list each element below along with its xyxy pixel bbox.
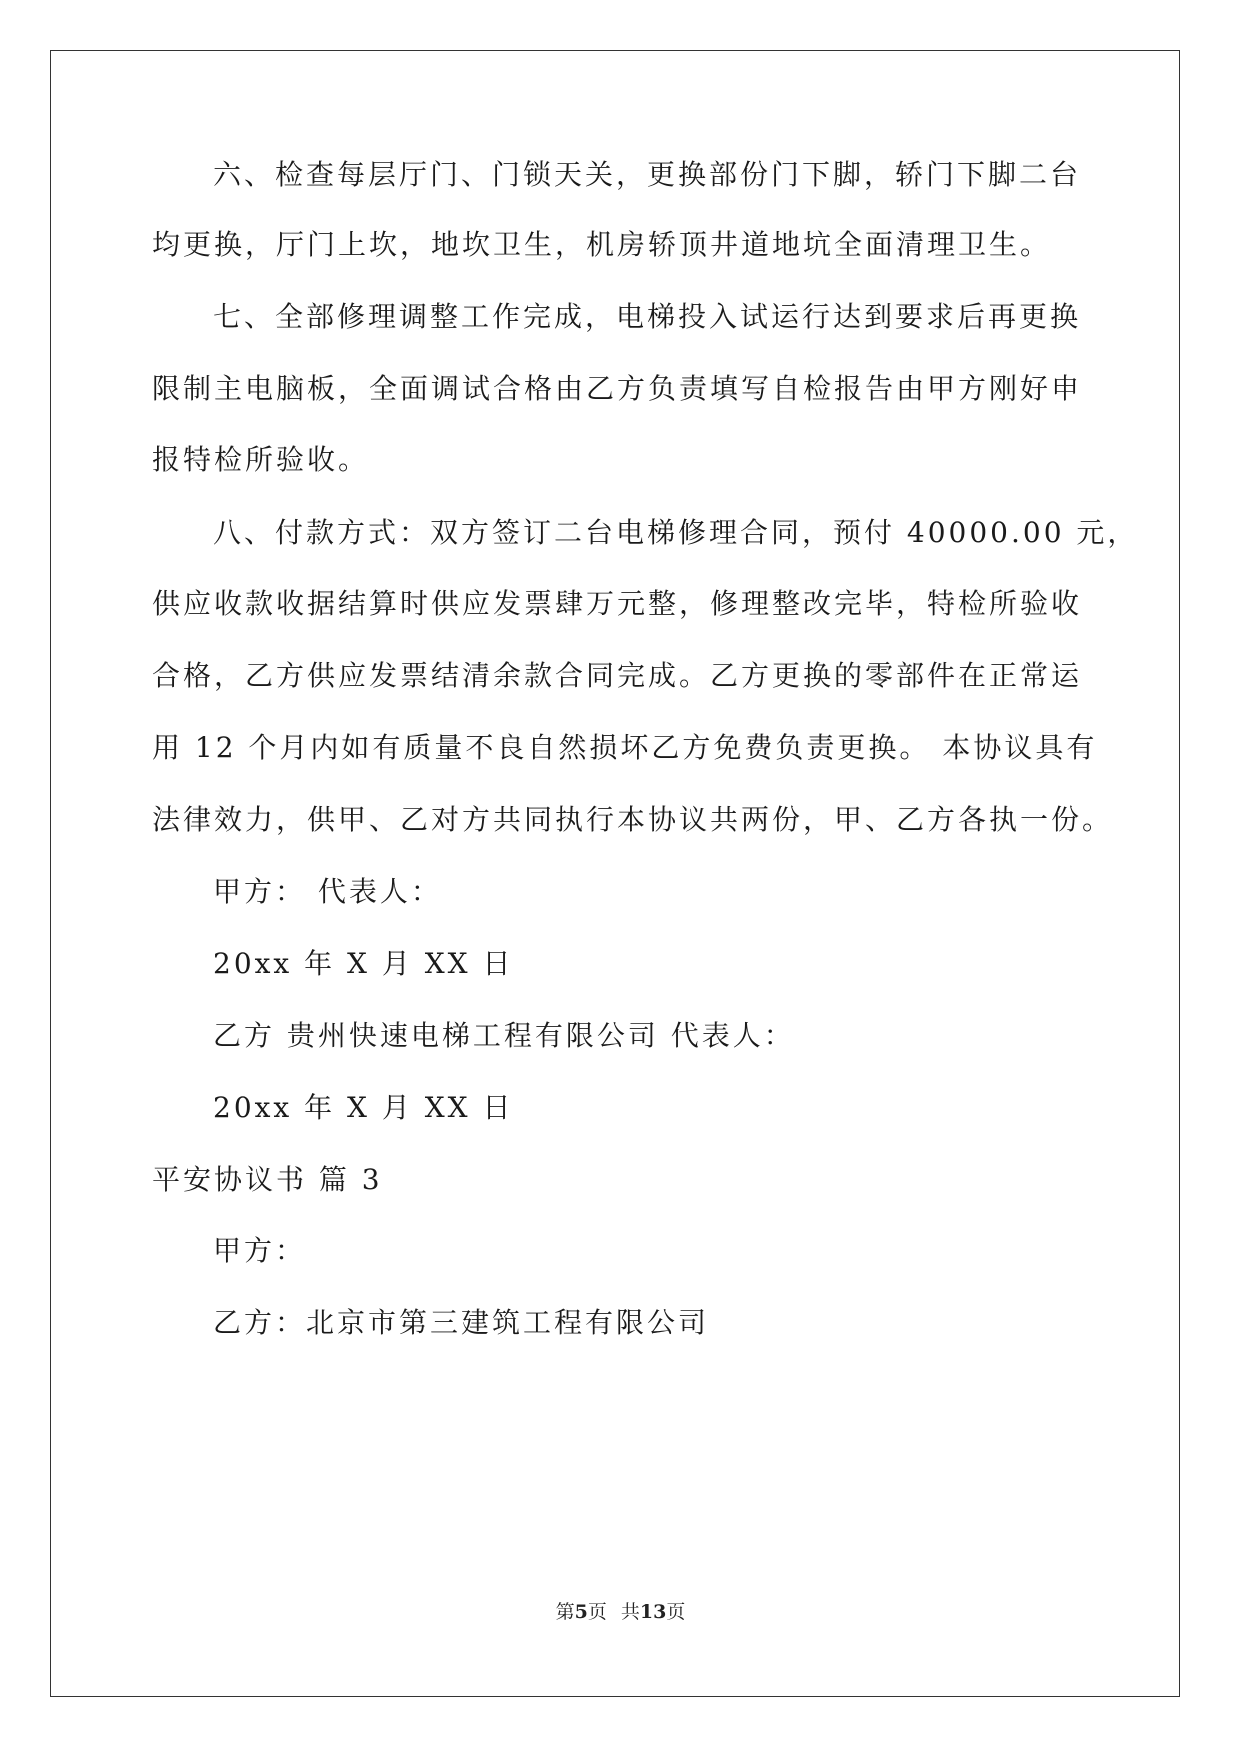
party-b-signature-line: 乙方 贵州快速电梯工程有限公司 代表人： xyxy=(213,1019,795,1052)
footer-total-suffix: 页 xyxy=(666,1601,686,1623)
footer-prefix: 第 xyxy=(555,1601,575,1623)
party-a-line: 甲方： xyxy=(213,1234,307,1267)
paragraph-line: 均更换，厅门上坎，地坎卫生，机房轿顶井道地坑全面清理卫生。 xyxy=(152,228,1052,261)
date-line: 20xx 年 X 月 XX 日 xyxy=(213,947,514,980)
page-footer xyxy=(0,1600,1241,1624)
footer-total-prefix: 共 xyxy=(620,1601,640,1623)
date-line: 20xx 年 X 月 XX 日 xyxy=(213,1091,514,1124)
paragraph-line: 八、付款方式：双方签订二台电梯修理合同，预付 40000.00 元， xyxy=(213,516,1139,549)
paragraph-line: 用 12 个月内如有质量不良自然损坏乙方免费负责更换。 本协议具有 xyxy=(152,731,1098,764)
paragraph-line: 合格，乙方供应发票结清余款合同完成。乙方更换的零部件在正常运 xyxy=(152,659,1083,692)
party-a-signature-line: 甲方： 代表人： xyxy=(213,875,442,908)
footer-page-suffix: 页 xyxy=(587,1601,607,1623)
paragraph-line: 法律效力，供甲、乙对方共同执行本协议共两份，甲、乙方各执一份。 xyxy=(152,803,1114,836)
paragraph-line: 供应收款收据结算时供应发票肆万元整，修理整改完毕，特检所验收 xyxy=(152,587,1083,620)
paragraph-line: 报特检所验收。 xyxy=(152,443,370,476)
party-b-line: 乙方：北京市第三建筑工程有限公司 xyxy=(213,1306,710,1339)
section-heading: 平安协议书 篇 3 xyxy=(152,1163,383,1196)
paragraph-line: 六、检查每层厅门、门锁天关，更换部份门下脚，轿门下脚二台 xyxy=(213,158,1082,191)
paragraph-line: 限制主电脑板，全面调试合格由乙方负责填写自检报告由甲方刚好申 xyxy=(152,372,1083,405)
current-page-number: 5 xyxy=(574,1601,588,1623)
total-page-count: 13 xyxy=(639,1601,667,1623)
paragraph-line: 七、全部修理调整工作完成，电梯投入试运行达到要求后再更换 xyxy=(213,300,1082,333)
